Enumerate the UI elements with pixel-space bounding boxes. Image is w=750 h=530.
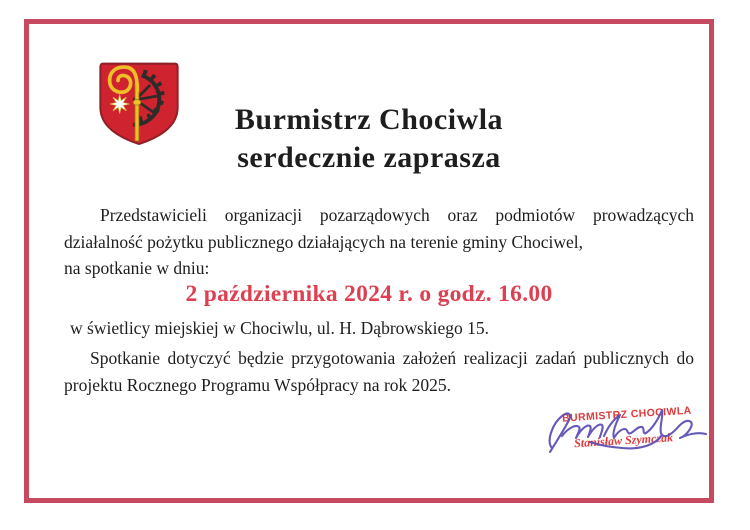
meeting-date: 2 października 2024 r. o godz. 16.00 (185, 281, 553, 307)
title-line-2: serdecznie zaprasza (237, 141, 501, 174)
intro-line-2: działalność pożytku publicznego działających na terenie gminy Chociwel, (64, 231, 583, 252)
meeting-location: w świetlicy miejskiej w Chociwlu, ul. H. Dąbrowskiego 15. (70, 318, 489, 338)
signature-ink-icon (538, 402, 716, 454)
purpose-line-1: Spotkanie dotyczyć będzie przygotowania założeń realizacji zadań publicznych do (90, 348, 694, 368)
page-title (24, 101, 714, 177)
purpose-line-2: projektu Rocznego Programu Współpracy na rok 2025. (64, 374, 452, 395)
intro-line-1: Przedstawicieli organizacji pozarządowych oraz podmiotów prowadzących (100, 205, 694, 225)
intro-paragraph (64, 202, 694, 282)
purpose-paragraph (64, 345, 694, 398)
signer-name: Stanisław Szymczak (573, 430, 674, 451)
signature-stamp (538, 398, 718, 458)
intro-line-3: na spotkanie w dniu: (64, 258, 210, 278)
stamp-title: BURMISTRZ CHOCIWLA (561, 404, 692, 425)
title-line-1: Burmistrz Chociwla (234, 103, 504, 136)
